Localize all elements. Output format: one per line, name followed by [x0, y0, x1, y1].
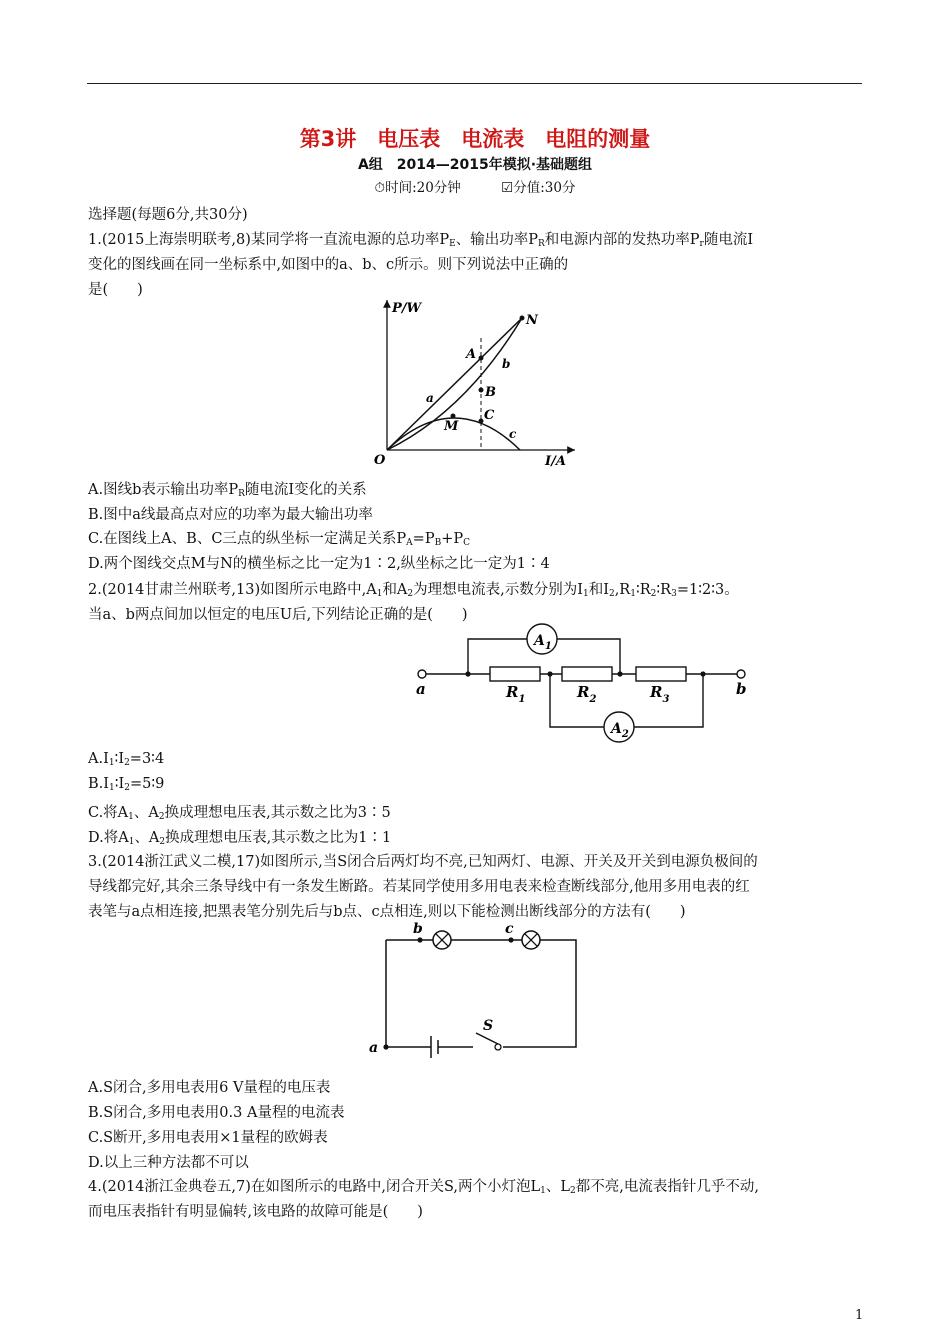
score-info: ☑分值:30分	[501, 180, 576, 196]
q3-circuit	[362, 920, 592, 1060]
point-M	[451, 414, 456, 419]
page-number: 1	[855, 1308, 864, 1323]
q1-power-graph	[370, 292, 590, 472]
label-a: a	[426, 391, 434, 405]
q3-line3: 表笔与a点相连接,把黑表笔分别先后与b点、c点相连,则以下能检测出断线部分的方法有( )	[88, 904, 686, 920]
q1-option-c: C.在图线上A、B、C三点的纵坐标一定满足关系$P_A=P_B+P_C$	[88, 531, 470, 548]
q3-option-c: C.S断开,多用电表用×1量程的欧姆表	[88, 1130, 328, 1146]
label-r2: $R_2$	[577, 683, 597, 705]
page-title: 第3讲 电压表 电流表 电阻的测量	[299, 127, 651, 151]
q3-line2: 导线都完好,其余三条导线中有一条发生断路。若某同学使用多用电表来检查断线部分,他用多用电表的红	[88, 879, 750, 895]
q3-line1: 3.(2014浙江武义二模,17)如图所示,当S闭合后两灯均不亮,已知两灯、电源、开关及开关到电源负极间的	[88, 854, 758, 870]
q4-line2: 而电压表指针有明显偏转,该电路的故障可能是( )	[88, 1204, 423, 1220]
q4-line1: 4.(2014浙江金典卷五,7)在如图所示的电路中,闭合开关S,两个小灯泡$L_1$、$L_2$都不亮,电流表指针几乎不动,	[88, 1179, 759, 1196]
meta-row	[0, 176, 950, 196]
resistor-r1	[490, 667, 540, 681]
label-c: c	[505, 921, 514, 937]
point-A	[479, 356, 484, 361]
q1-line2: 变化的图线画在同一坐标系中,如图中的a、b、c所示。则下列说法中正确的	[88, 257, 569, 273]
terminal-a	[418, 670, 426, 678]
point-C	[479, 419, 484, 424]
q2-line2: 当a、b两点间加以恒定的电压U后,下列结论正确的是( )	[88, 607, 468, 623]
label-A: A	[466, 347, 477, 362]
section-heading: 选择题(每题6分,共30分)	[88, 207, 248, 223]
origin-label: O	[374, 453, 386, 468]
label-s: S	[483, 1018, 494, 1034]
label-b: b	[736, 680, 747, 698]
q3-option-b: B.S闭合,多用电表用0.3 A量程的电流表	[88, 1105, 345, 1121]
resistor-r2	[562, 667, 612, 681]
point-B	[479, 388, 484, 393]
label-C: C	[484, 408, 495, 423]
label-c: c	[509, 427, 517, 441]
q2-line1: 2.(2014甘肃兰州联考,13)如图所示电路中$,A_1$和$A_2$为理想电流表,示数分别为$I_1$和$I_2,R_1∶R_2∶R_3=1∶2∶3$。	[88, 582, 739, 599]
resistor-r3	[636, 667, 686, 681]
switch-s	[476, 1033, 501, 1050]
label-N: N	[526, 313, 538, 328]
battery	[431, 1036, 438, 1058]
q1-line3: 是( )	[88, 282, 143, 298]
node-4	[700, 671, 705, 676]
point-b	[417, 937, 422, 942]
q1-option-a: A.图线b表示输出功率$P_R$随电流I变化的关系	[88, 482, 367, 499]
q2-option-b: $B.I_1∶I_2=5∶9$	[88, 776, 165, 793]
node-1	[465, 671, 470, 676]
label-r3: $R_3$	[650, 683, 670, 705]
q1-line1: 1.(2015上海崇明联考,8)某同学将一直流电源的总功率$P_E$、输出功率$P_R$和电源内部的发热功率$P_r$随电流I	[88, 232, 754, 249]
label-b: b	[502, 357, 511, 371]
lamp-1	[433, 931, 451, 949]
q2-option-a: $A.I_1∶I_2=3∶4$	[88, 751, 165, 768]
lamp-2	[522, 931, 540, 949]
x-axis-label: I/A	[545, 454, 566, 469]
q3-option-a: A.S闭合,多用电表用6 V量程的电压表	[88, 1080, 331, 1096]
label-a1: $A_1$	[534, 633, 552, 652]
point-a	[383, 1044, 388, 1049]
label-a: a	[369, 1040, 379, 1056]
label-a: a	[416, 680, 426, 698]
terminal-b	[737, 670, 745, 678]
q2-option-c: C.将$A_1$、$A_2$换成理想电压表,其示数之比为3∶5	[88, 805, 391, 822]
q3-option-d: D.以上三种方法都不可以	[88, 1155, 249, 1171]
header-rule	[87, 83, 862, 84]
label-M: M	[444, 419, 459, 434]
point-c	[508, 937, 513, 942]
node-2	[547, 671, 552, 676]
label-r1: $R_1$	[506, 683, 526, 705]
time-info: ⏱时间:20分钟	[374, 180, 461, 196]
q1-option-d: D.两个图线交点M与N的横坐标之比一定为1∶2,纵坐标之比一定为1∶4	[88, 556, 550, 572]
label-b: b	[413, 921, 423, 937]
q2-option-d: D.将$A_1$、$A_2$换成理想电压表,其示数之比为1∶1	[88, 830, 392, 847]
label-a2: $A_2$	[611, 721, 629, 740]
q1-option-b: B.图中a线最高点对应的功率为最大输出功率	[88, 507, 373, 523]
label-B: B	[485, 385, 496, 400]
q2-circuit	[410, 622, 760, 752]
node-3	[617, 671, 622, 676]
page-subtitle: A组 2014—2015年模拟·基础题组	[357, 157, 593, 173]
point-N	[520, 316, 525, 321]
y-axis-label: P/W	[392, 301, 422, 316]
